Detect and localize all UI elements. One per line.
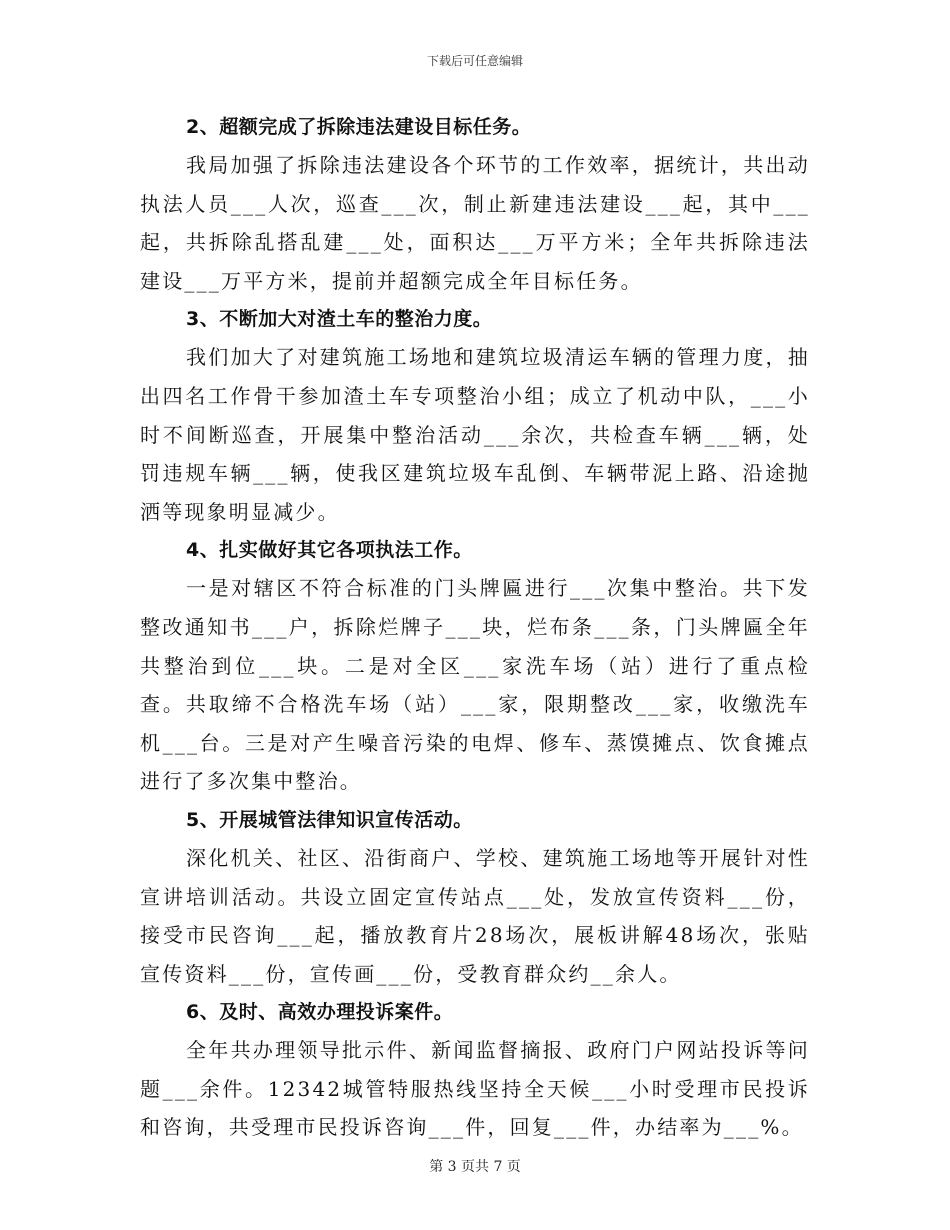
section-paragraph-5: 深化机关、社区、沿街商户、学校、建筑施工场地等开展针对性宣讲培训活动。共设立固定宣传站点___处，发放宣传资料___份，接受市民咨询___起，播放教育片28场次，展板讲解48场次，张贴宣传资料___份，宣传画___份，受教育群众约__余人。: [140, 845, 810, 986]
page-header: 下载后可任意编辑: [426, 54, 523, 68]
section-heading-5: 5、开展城管法律知识宣传活动。: [186, 808, 473, 831]
section-paragraph-2: 我局加强了拆除违法建设各个环节的工作效率，据统计，共出动执法人员___人次，巡查___次，制止新建违法建设___起，其中___起，共拆除乱搭乱建___处，面积达___万平方米；全年共拆除违法建设___万平方米，提前并超额完成全年目标任务。: [140, 153, 810, 293]
section-paragraph-3: 我们加大了对建筑施工场地和建筑垃圾清运车辆的管理力度，抽出四名工作骨干参加渣土车专项整治小组；成立了机动中队，___小时不间断巡查，开展集中整治活动___余次，共检查车辆___辆，处罚违规车辆___辆，使我区建筑垃圾车乱倒、车辆带泥上路、沿途抛洒等现象明显减少。: [140, 345, 810, 524]
section-heading-3: 3、不断加大对渣土车的整治力度。: [186, 308, 493, 331]
page-footer: 第 3 页共 7 页: [429, 1159, 521, 1175]
section-heading-4: 4、扎实做好其它各项执法工作。: [186, 539, 473, 562]
section-paragraph-6: 全年共办理领导批示件、新闻监督摘报、政府门户网站投诉等问题___余件。12342城管特服热线坚持全天候___小时受理市民投诉和咨询，共受理市民投诉咨询___件，回复___件，办结率为___%。: [140, 1038, 810, 1140]
document-body: [140, 108, 810, 1147]
section-heading-6: 6、及时、高效办理投诉案件。: [186, 1001, 454, 1024]
section-paragraph-4: 一是对辖区不符合标准的门头牌匾进行___次集中整治。共下发整改通知书___户，拆除烂牌子___块，烂布条___条，门头牌匾全年共整治到位___块。二是对全区___家洗车场（站）进行了重点检查。共取缔不合格洗车场（站）___家，限期整改___家，收缴洗车机___台。三是对产生噪音污染的电焊、修车、蒸馍摊点、饮食摊点进行了多次集中整治。: [140, 576, 810, 794]
section-heading-2: 2、超额完成了拆除违法建设目标任务。: [186, 116, 532, 138]
